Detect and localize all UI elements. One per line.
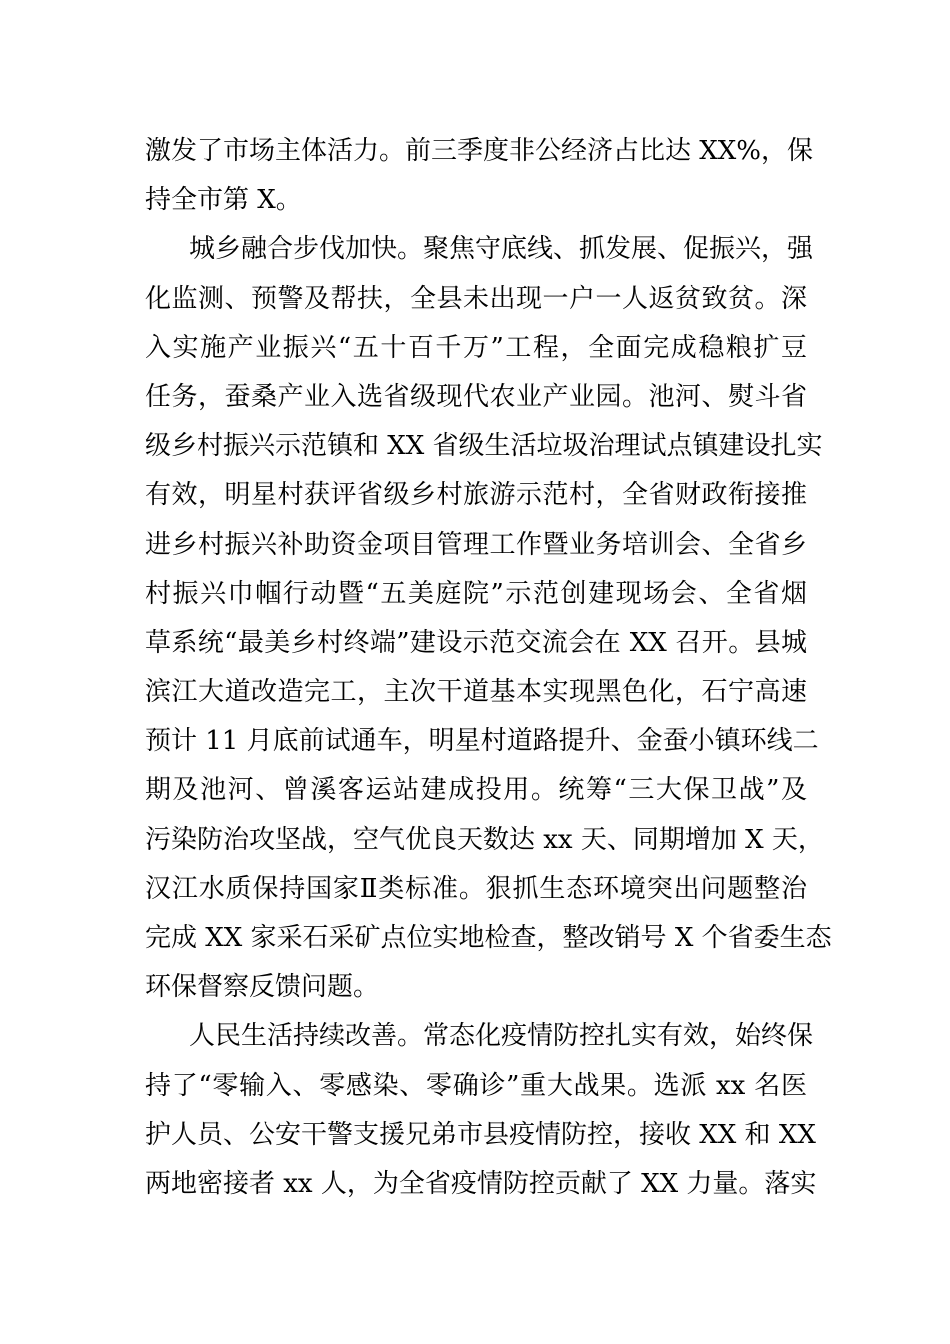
text-line: 汉江水质保持国家Ⅱ类标准。狠抓生态环境突出问题整治 (145, 873, 807, 904)
text-line: 污染防治攻坚战，空气优良天数达 xx 天、同期增加 X 天， (145, 824, 824, 855)
document-body (145, 127, 832, 1209)
text-line: 持全市第 X。 (145, 185, 302, 216)
text-line: 人民生活持续改善。常态化疫情防控扎实有效，始终保 (189, 1021, 814, 1052)
text-line: 滨江大道改造完工，主次干道基本实现黑色化，石宁高速 (145, 677, 807, 708)
text-line: 进乡村振兴补助资金项目管理工作暨业务培训会、全省乡 (145, 529, 807, 560)
text-line: 两地密接者 xx 人，为全省疫情防控贡献了 XX 力量。落实 (145, 1168, 817, 1199)
text-line: 城乡融合步伐加快。聚焦守底线、抓发展、促振兴，强 (189, 234, 814, 265)
text-line: 护人员、公安干警支援兄弟市县疫情防控，接收 XX 和 XX (145, 1119, 816, 1150)
text-line: 级乡村振兴示范镇和 XX 省级生活垃圾治理试点镇建设扎实 (145, 431, 823, 462)
text-line: 草系统“最美乡村终端”建设示范交流会在 XX 召开。县城 (145, 627, 807, 658)
text-line: 持了“零输入、零感染、零确诊”重大战果。选派 xx 名医 (145, 1070, 807, 1101)
text-line: 有效，明星村获评省级乡村旅游示范村，全省财政衔接推 (145, 480, 807, 511)
text-line: 村振兴巾帼行动暨“五美庭院”示范创建现场会、全省烟 (145, 578, 807, 609)
text-line: 任务，蚕桑产业入选省级现代农业产业园。池河、熨斗省 (145, 381, 807, 412)
paragraph-urban-rural-integration (145, 225, 832, 1012)
text-line: 环保督察反馈问题。 (145, 972, 380, 1003)
text-line: 完成 XX 家采石采矿点位实地检查，整改销号 X 个省委生态 (145, 923, 832, 953)
paragraph-people-livelihood (145, 1012, 817, 1209)
text-line: 入实施产业振兴“五十百千万”工程，全面完成稳粮扩豆 (145, 332, 807, 363)
paragraph-market-vitality (145, 127, 813, 225)
text-line: 激发了市场主体活力。前三季度非公经济占比达 XX%，保 (145, 136, 813, 166)
text-line: 预计 11 月底前试通车，明星村道路提升、金蚕小镇环线二 (145, 726, 819, 757)
text-line: 期及池河、曾溪客运站建成投用。统筹“三大保卫战”及 (145, 775, 807, 806)
text-line: 化监测、预警及帮扶，全县未出现一户一人返贫致贫。深 (145, 283, 807, 314)
